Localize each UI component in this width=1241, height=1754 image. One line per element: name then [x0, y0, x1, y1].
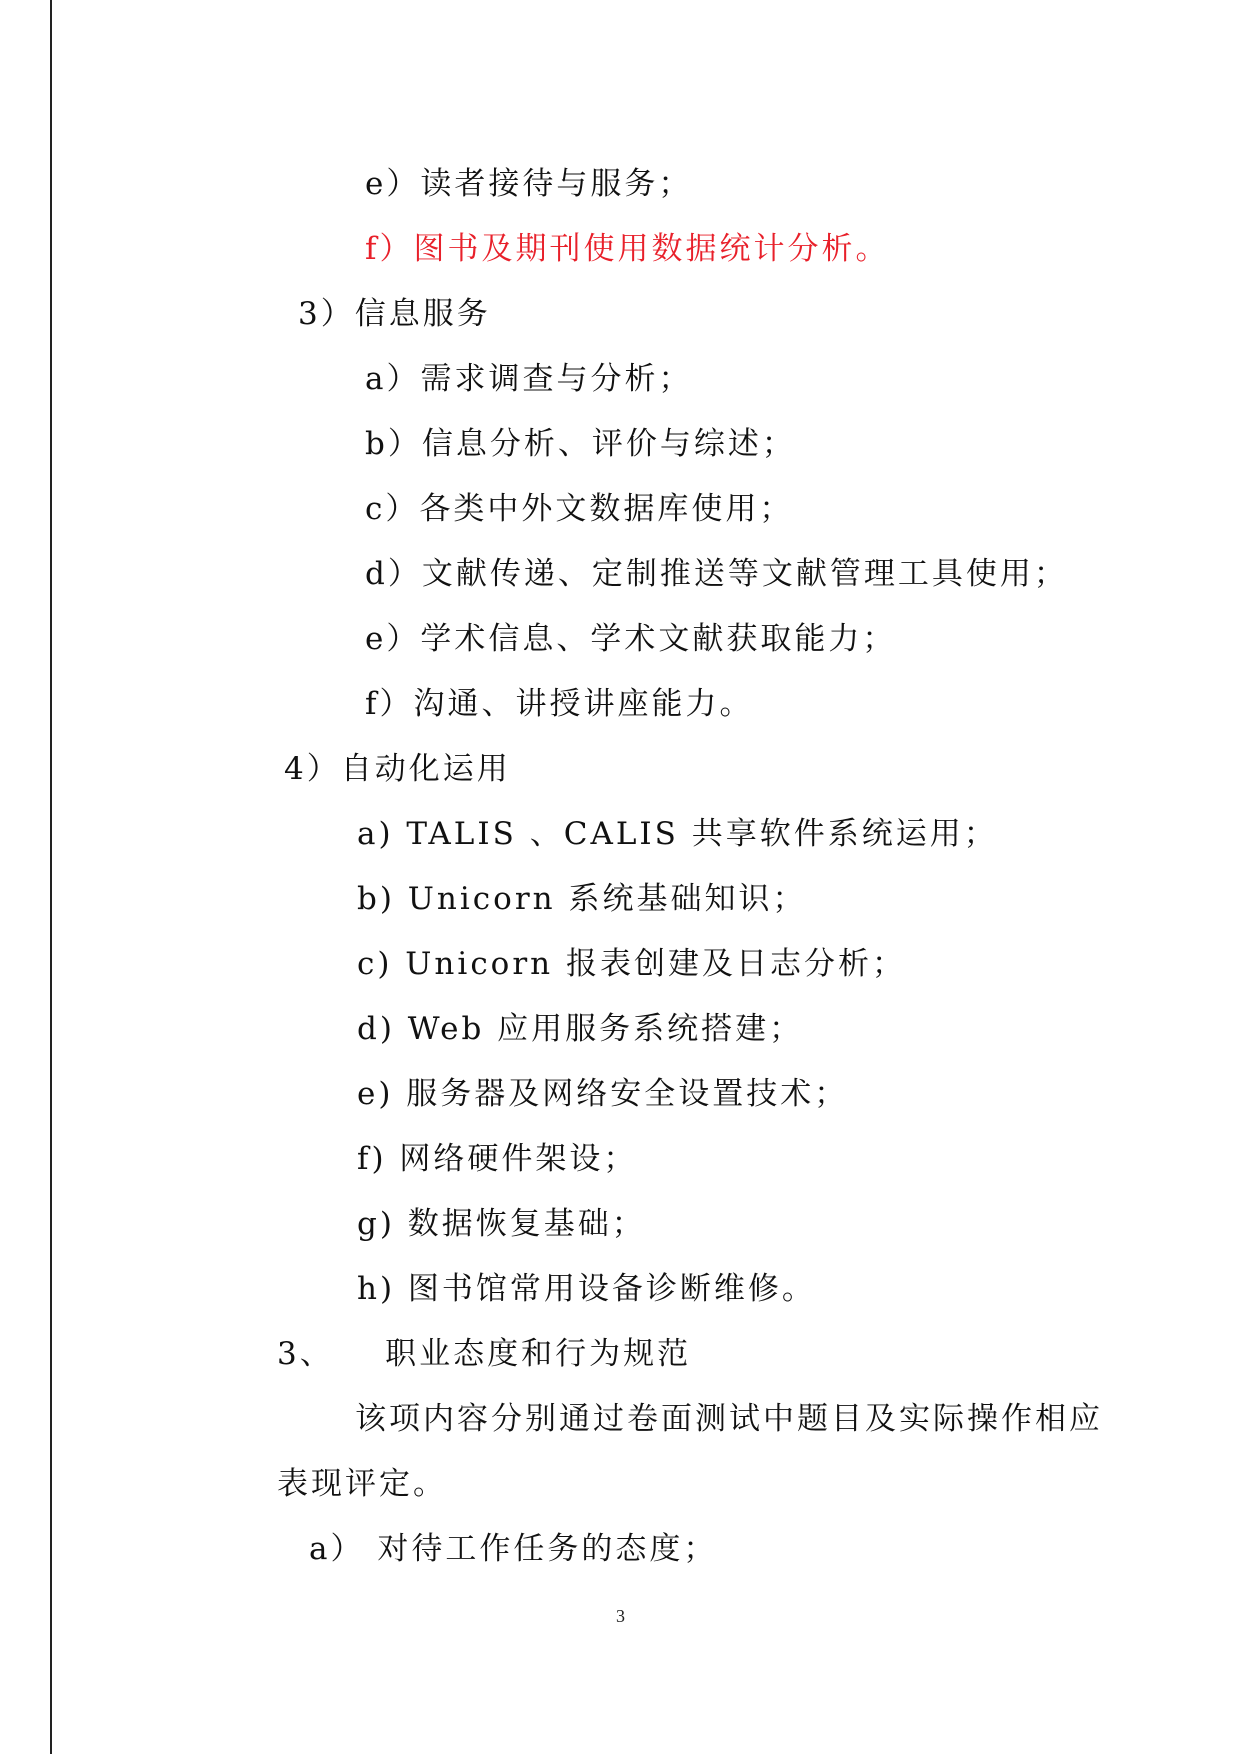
- text-line-info-c: c）各类中外文数据库使用；: [365, 491, 794, 527]
- text-line-info-f: f）沟通、讲授讲座能力。: [365, 686, 754, 722]
- text-line-info-a: a）需求调查与分析；: [365, 361, 693, 397]
- page-number: 3: [616, 1606, 625, 1626]
- section-heading-info-service: 3）信息服务: [298, 296, 491, 332]
- text-line-auto-d: d) Web 应用服务系统搭建；: [357, 1011, 804, 1047]
- text-line-attitude-a: a） 对待工作任务的态度；: [309, 1531, 718, 1567]
- paragraph-line-1: 该项内容分别通过卷面测试中题目及实际操作相应: [355, 1401, 1103, 1437]
- text-line-auto-h: h) 图书馆常用设备诊断维修。: [357, 1271, 816, 1307]
- text-line-info-b: b）信息分析、评价与综述；: [365, 426, 796, 462]
- text-line-auto-e: e) 服务器及网络安全设置技术；: [357, 1076, 849, 1112]
- text-line-service-f-highlighted: f）图书及期刊使用数据统计分析。: [365, 231, 890, 267]
- paragraph-line-2: 表现评定。: [277, 1466, 447, 1502]
- text-line-info-e: e）学术信息、学术文献获取能力；: [365, 621, 897, 657]
- text-line-auto-f: f) 网络硬件架设；: [357, 1141, 638, 1177]
- text-line-auto-b: b) Unicorn 系统基础知识；: [357, 881, 807, 917]
- text-line-service-e: e）读者接待与服务；: [365, 166, 693, 202]
- left-margin-rule: [50, 0, 52, 1754]
- text-line-auto-g: g) 数据恢复基础；: [357, 1206, 646, 1242]
- text-line-info-d: d）文献传递、定制推送等文献管理工具使用；: [365, 556, 1068, 592]
- section-heading-automation: 4）自动化运用: [284, 751, 511, 787]
- text-line-auto-c: c) Unicorn 报表创建及日志分析；: [357, 946, 906, 982]
- section-heading-professional-attitude: 3、 职业态度和行为规范: [277, 1336, 692, 1372]
- text-line-auto-a: a) TALIS 、CALIS 共享软件系统运用；: [357, 816, 998, 852]
